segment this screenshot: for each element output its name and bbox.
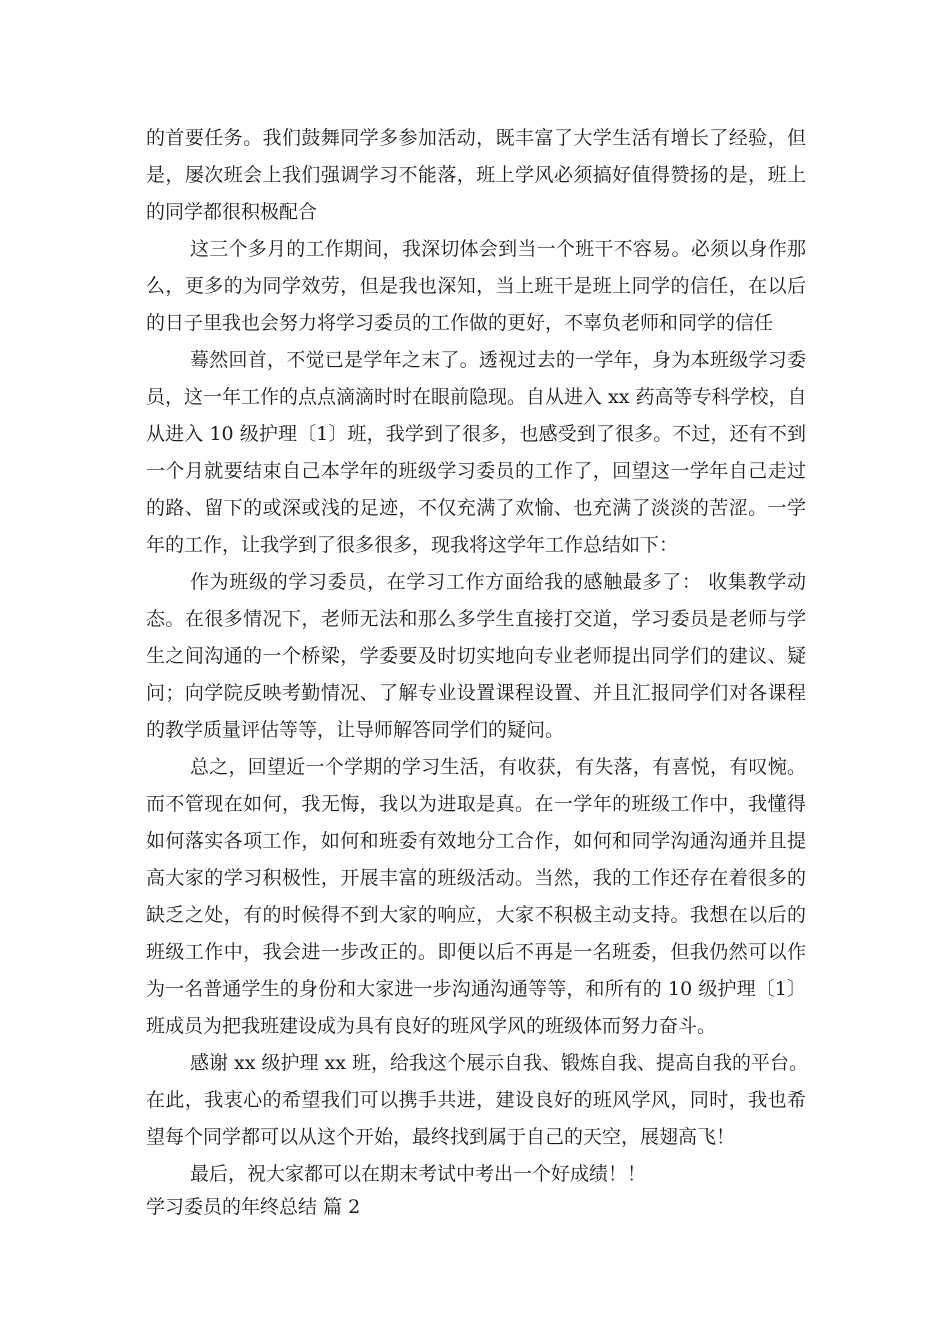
text-line: 为一名普通学生的身份和大家进一步沟通沟通等等，和所有的 10 级护理〔1〕 <box>146 978 806 1000</box>
text-line: 班级工作中，我会进一步改正的。即便以后不再是一名班委，但我仍然可以作 <box>146 941 806 963</box>
section-heading: 学习委员的年终总结 篇 2 <box>146 1196 361 1218</box>
text-line: 生之间沟通的一个桥梁，学委要及时切实地向专业老师提出同学们的建议、疑 <box>146 645 806 667</box>
text-line: 在此，我衷心的希望我们可以携手共进，建设良好的班风学风，同时，我也希 <box>146 1089 806 1111</box>
text-line: 态。在很多情况下，老师无法和那么多学生直接打交道，学习委员是老师与学 <box>146 608 806 630</box>
text-line: 员，这一年工作的点点滴滴时时在眼前隐现。自从进入 xx 药高等专科学校，自 <box>146 386 807 408</box>
paragraph-first-line: 这三个多月的工作期间，我深切体会到当一个班干不容易。必须以身作那 <box>190 238 806 260</box>
text-line: 一个月就要结束自己本学年的班级学习委员的工作了，回望这一学年自己走过 <box>146 460 806 482</box>
text-line: 而不管现在如何，我无悔，我以为进取是真。在一学年的班级工作中，我懂得 <box>146 793 806 815</box>
text-line: 望每个同学都可以从这个开始，最终找到属于自己的天空，展翅高飞！ <box>146 1126 736 1148</box>
text-line: 从进入 10 级护理〔1〕班，我学到了很多，也感受到了很多。不过，还有不到 <box>146 423 806 445</box>
text-line: 是，屡次班会上我们强调学习不能落，班上学风必须搞好值得赞扬的是，班上 <box>146 164 806 186</box>
text-line: 如何落实各项工作，如何和班委有效地分工合作，如何和同学沟通沟通并且提 <box>146 830 806 852</box>
text-line: 的日子里我也会努力将学习委员的工作做的更好，不辜负老师和同学的信任 <box>146 312 774 334</box>
text-line: 的同学都很积极配合 <box>146 201 318 223</box>
paragraph-first-line: 感谢 xx 级护理 xx 班，给我这个展示自我、锻炼自我、提高自我的平台。 <box>190 1052 809 1074</box>
paragraph-first-line: 蓦然回首，不觉已是学年之末了。透视过去的一学年，身为本班级学习委 <box>190 349 806 371</box>
text-line: 年的工作，让我学到了很多很多，现我将这学年工作总结如下： <box>146 534 679 556</box>
paragraph-first-line: 作为班级的学习委员，在学习工作方面给我的感触最多了： 收集教学动 <box>190 571 806 593</box>
text-line: 的路、留下的或深或浅的足迹，不仅充满了欢愉、也充满了淡淡的苦涩。一学 <box>146 497 806 519</box>
paragraph-first-line: 总之，回望近一个学期的学习生活，有收获，有失落，有喜悦，有叹惋。 <box>190 756 806 778</box>
text-line: 问；向学院反映考勤情况、了解专业设置课程设置、并且汇报同学们对各课程 <box>146 682 806 704</box>
paragraph-first-line: 最后，祝大家都可以在期末考试中考出一个好成绩！！ <box>190 1163 647 1185</box>
text-line: 班成员为把我班建设成为具有良好的班风学风的班级体而努力奋斗。 <box>146 1015 717 1037</box>
text-line: 么，更多的为同学效劳，但是我也深知，当上班干是班上同学的信任，在以后 <box>146 275 806 297</box>
text-line: 高大家的学习积极性，开展丰富的班级活动。当然，我的工作还存在着很多的 <box>146 867 806 889</box>
text-line: 的首要任务。我们鼓舞同学多参加活动，既丰富了大学生活有增长了经验，但 <box>146 127 806 149</box>
text-line: 缺乏之处，有的时候得不到大家的响应，大家不积极主动支持。我想在以后的 <box>146 904 806 926</box>
text-line: 的教学质量评估等等，让导师解答同学们的疑问。 <box>146 719 565 741</box>
